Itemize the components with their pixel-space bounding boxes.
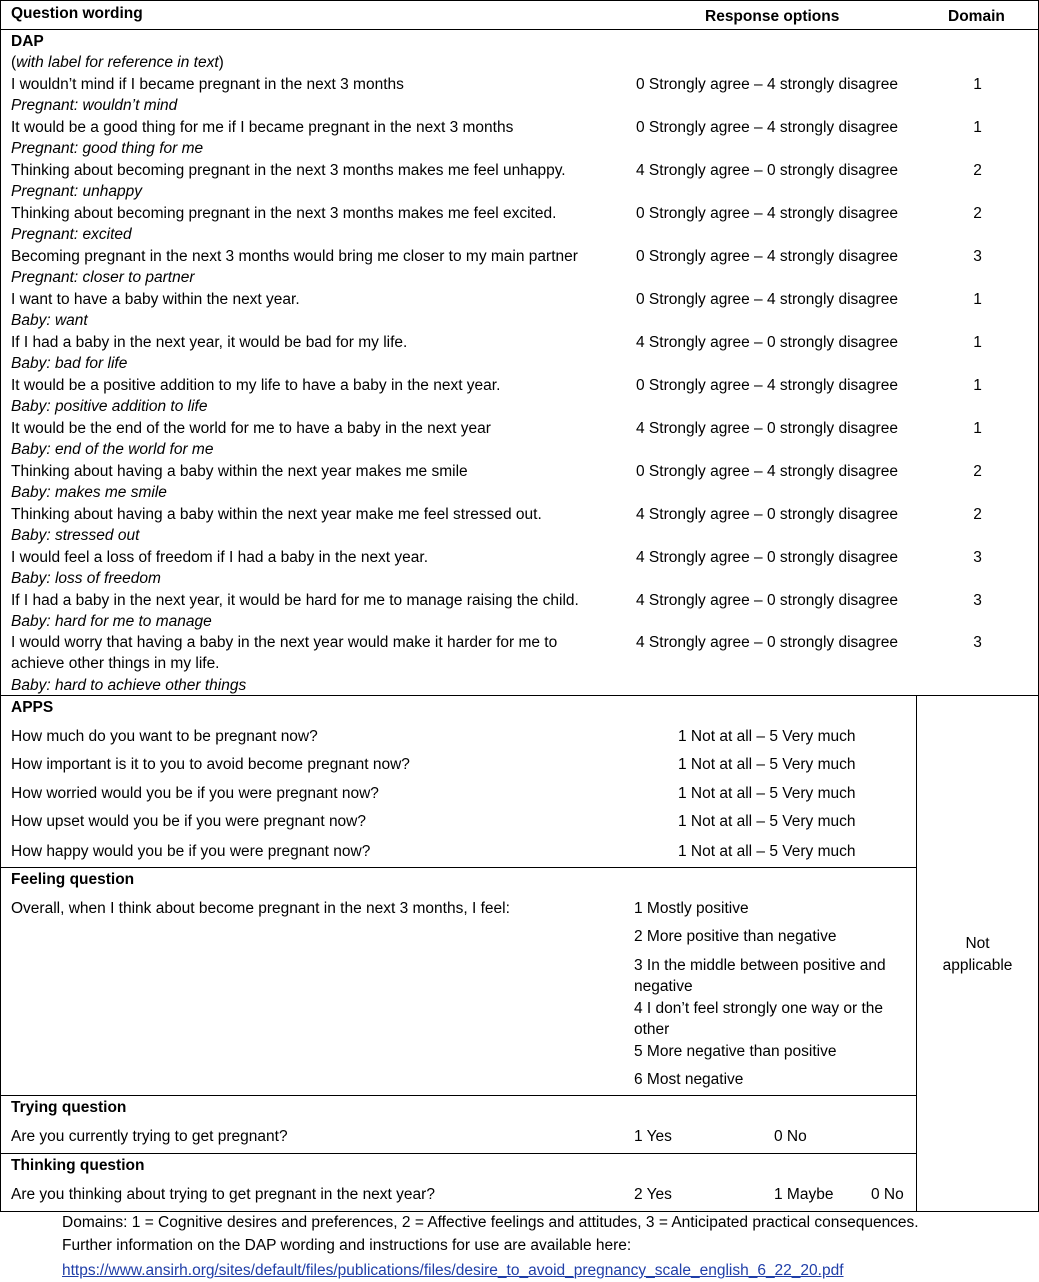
feeling-option-3b: negative [634,978,693,995]
trying-no: 0 No [774,1128,807,1145]
dap-response: 0 Strongly agree – 4 strongly disagree [636,377,898,394]
dap-domain: 2 [973,463,982,480]
dap-label: Baby: bad for life [11,355,128,372]
dap-question: I wouldn’t mind if I became pregnant in the next 3 months [11,76,404,93]
dap-label: Baby: end of the world for me [11,441,214,458]
dap-question: If I had a baby in the next year, it would be bad for my life. [11,334,408,351]
thinking-question: Are you thinking about trying to get pregnant in the next year? [11,1186,435,1203]
apps-response: 1 Not at all – 5 Very much [678,785,856,802]
dap-domain: 1 [973,291,982,308]
dap-response: 4 Strongly agree – 0 strongly disagree [636,506,898,523]
feeling-option-2: 2 More positive than negative [634,928,837,945]
dap-question: Thinking about having a baby within the next year makes me smile [11,463,468,480]
dap-domain: 2 [973,506,982,523]
dap-question: It would be a positive addition to my life to have a baby in the next year. [11,377,501,394]
dap-question: It would be the end of the world for me to have a baby in the next year [11,420,491,437]
dap-title: DAP [11,33,44,50]
dap-response: 4 Strongly agree – 0 strongly disagree [636,592,898,609]
dap-question: Thinking about becoming pregnant in the next 3 months makes me feel excited. [11,205,557,222]
footer-info-note: Further information on the DAP wording and instructions for use are available here: [62,1237,632,1254]
apps-response: 1 Not at all – 5 Very much [678,756,856,773]
dap-last-response: 4 Strongly agree – 0 strongly disagree [636,634,898,651]
feeling-question: Overall, when I think about become pregnant in the next 3 months, I feel: [11,900,510,917]
not-applicable-line2: applicable [942,957,1013,974]
dap-domain: 1 [973,420,982,437]
apps-question: How happy would you be if you were pregnant now? [11,843,371,860]
dap-label: Pregnant: unhappy [11,183,142,200]
dap-response: 0 Strongly agree – 4 strongly disagree [636,463,898,480]
feeling-option-1: 1 Mostly positive [634,900,749,917]
footer-domains-note: Domains: 1 = Cognitive desires and preferences, 2 = Affective feelings and attitudes, 3 = Anticipated practical consequences. [62,1214,919,1231]
dap-response: 0 Strongly agree – 4 strongly disagree [636,291,898,308]
dap-domain: 1 [973,334,982,351]
dap-response: 0 Strongly agree – 4 strongly disagree [636,205,898,222]
feeling-option-4b: other [634,1021,670,1038]
trying-divider [1,1153,917,1154]
dap-response: 0 Strongly agree – 4 strongly disagree [636,119,898,136]
dap-question: Thinking about having a baby within the next year make me feel stressed out. [11,506,542,523]
footer-dap-link[interactable]: https://www.ansirh.org/sites/default/files/publications/files/desire_to_avoid_pregnancy_scale_english_6_22_20.pdf [62,1262,844,1279]
trying-title: Trying question [11,1099,127,1116]
apps-question: How important is it to you to avoid become pregnant now? [11,756,410,773]
thinking-yes: 2 Yes [634,1186,672,1203]
feeling-option-4a: 4 I don’t feel strongly one way or the [634,1000,884,1017]
feeling-divider [1,1095,917,1096]
dap-label: Baby: makes me smile [11,484,167,501]
dap-question: I would feel a loss of freedom if I had a baby in the next year. [11,549,429,566]
dap-response: 0 Strongly agree – 4 strongly disagree [636,76,898,93]
dap-last-label: Baby: hard to achieve other things [11,677,247,694]
apps-response: 1 Not at all – 5 Very much [678,728,856,745]
thinking-maybe: 1 Maybe [774,1186,834,1203]
apps-title: APPS [11,699,54,716]
dap-response: 4 Strongly agree – 0 strongly disagree [636,334,898,351]
thinking-no: 0 No [871,1186,904,1203]
dap-question: It would be a good thing for me if I became pregnant in the next 3 months [11,119,514,136]
dap-response: 4 Strongly agree – 0 strongly disagree [636,549,898,566]
dap-domain: 3 [973,592,982,609]
dap-domain: 3 [973,549,982,566]
apps-response: 1 Not at all – 5 Very much [678,813,856,830]
apps-divider [1,867,917,868]
dap-question: I want to have a baby within the next year. [11,291,300,308]
apps-question: How much do you want to be pregnant now? [11,728,318,745]
apps-response: 1 Not at all – 5 Very much [678,843,856,860]
dap-label: Baby: positive addition to life [11,398,208,415]
dap-domain: 1 [973,76,982,93]
header-question: Question wording [11,5,143,22]
dap-label: Pregnant: good thing for me [11,140,204,157]
header-response: Response options [705,8,840,25]
dap-label: Baby: stressed out [11,527,140,544]
header-domain: Domain [948,8,1005,25]
apps-question: How upset would you be if you were pregnant now? [11,813,366,830]
dap-domain: 3 [973,248,982,265]
thinking-title: Thinking question [11,1157,145,1174]
dap-label: Pregnant: excited [11,226,132,243]
dap-last-question-line1: I would worry that having a baby in the next year would make it harder for me to [11,634,558,651]
apps-question: How worried would you be if you were pregnant now? [11,785,379,802]
dap-response: 4 Strongly agree – 0 strongly disagree [636,162,898,179]
dap-domain: 1 [973,377,982,394]
dap-question: Thinking about becoming pregnant in the next 3 months makes me feel unhappy. [11,162,566,179]
dap-label: Baby: loss of freedom [11,570,161,587]
dap-domain: 2 [973,205,982,222]
dap-question: If I had a baby in the next year, it would be hard for me to manage raising the child. [11,592,579,609]
feeling-option-5: 5 More negative than positive [634,1043,837,1060]
feeling-option-6: 6 Most negative [634,1071,744,1088]
dap-label: Baby: hard for me to manage [11,613,212,630]
header-divider [1,29,1038,30]
dap-response: 4 Strongly agree – 0 strongly disagree [636,420,898,437]
feeling-option-3a: 3 In the middle between positive and [634,957,886,974]
dap-domain: 2 [973,162,982,179]
dap-question: Becoming pregnant in the next 3 months would bring me closer to my main partner [11,248,578,265]
trying-yes: 1 Yes [634,1128,672,1145]
dap-last-domain: 3 [973,634,982,651]
feeling-title: Feeling question [11,871,135,888]
dap-domain: 1 [973,119,982,136]
dap-label: Baby: want [11,312,88,329]
dap-response: 0 Strongly agree – 4 strongly disagree [636,248,898,265]
dap-subtitle: (with label for reference in text) [11,54,224,71]
trying-question: Are you currently trying to get pregnant? [11,1128,288,1145]
dap-label: Pregnant: wouldn’t mind [11,97,178,114]
dap-last-question-line2: achieve other things in my life. [11,655,220,672]
dap-label: Pregnant: closer to partner [11,269,195,286]
not-applicable-line1: Not [965,935,990,952]
